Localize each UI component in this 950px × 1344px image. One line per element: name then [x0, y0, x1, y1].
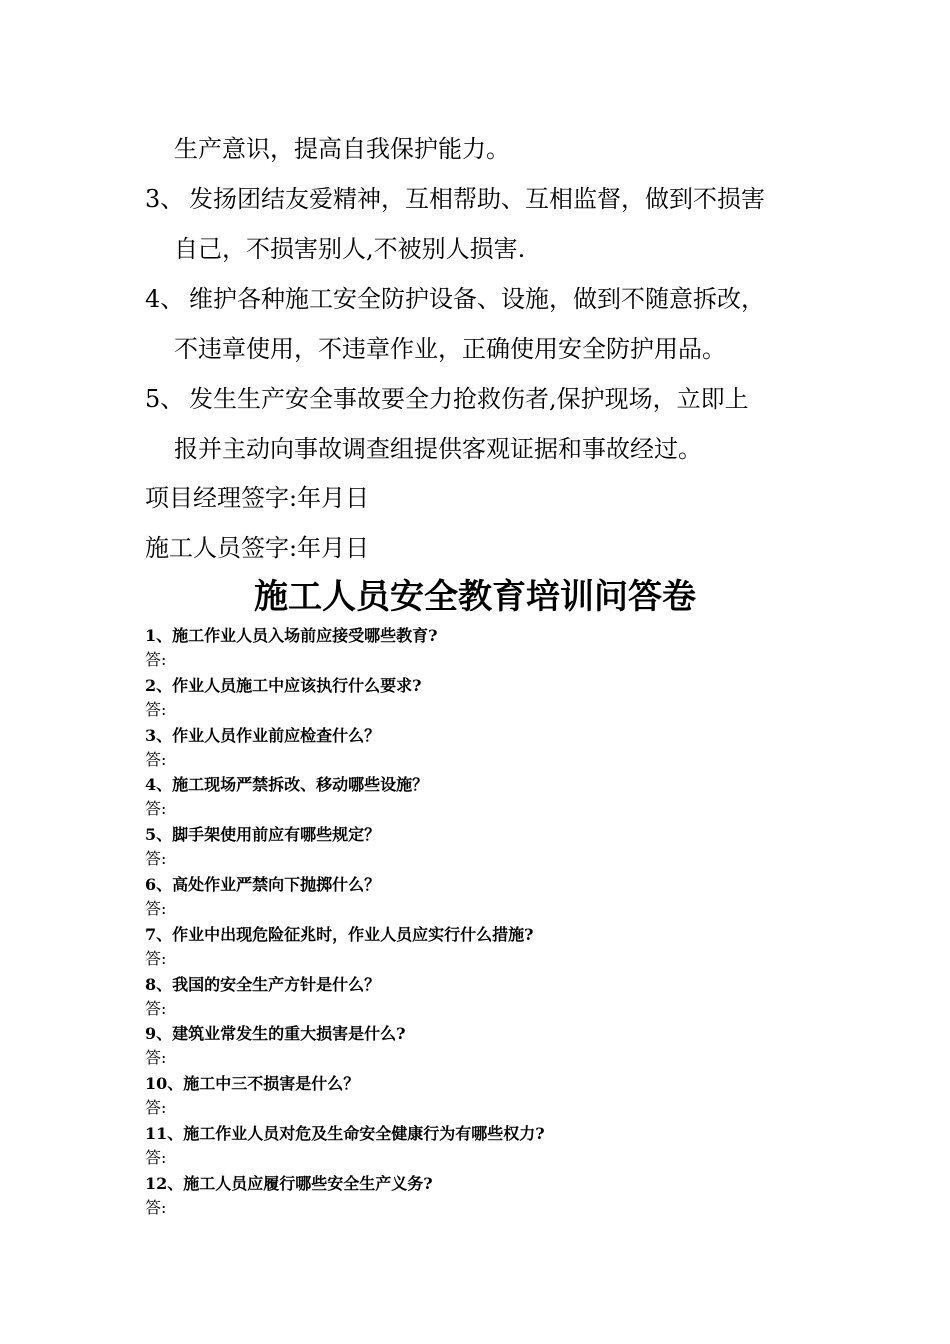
question-item: 5、脚手架使用前应有哪些规定？: [145, 825, 381, 845]
question-item: 10、施工中三不损害是什么？: [145, 1074, 360, 1094]
question-item: 6、高处作业严禁向下抛掷什么？: [145, 874, 381, 894]
signature-worker: 施工人员签字:年月日: [145, 534, 370, 562]
question-item: 8、我国的安全生产方针是什么？: [145, 974, 381, 994]
answer-label: 答:: [145, 849, 167, 869]
list-text: 发扬团结友爱精神，互相帮助、互相监督，做到不损害: [189, 185, 765, 213]
list-item-5: [145, 384, 749, 414]
question-list: [145, 623, 845, 1221]
answer-label: 答:: [145, 948, 167, 968]
question-item: 2、作业人员施工中应该执行什么要求?: [145, 675, 422, 695]
answer-label: 答:: [145, 799, 167, 819]
answer-label: 答:: [145, 1147, 167, 1167]
list-number: 3、: [145, 185, 185, 213]
answer-label: 答:: [145, 650, 167, 669]
answer-label: 答:: [145, 998, 167, 1018]
question-item: 9、建筑业常发生的重大损害是什么?: [145, 1024, 406, 1044]
list-number: 4、: [145, 285, 185, 313]
list-item-4-continuation: 不违章使用，不违章作业，正确使用安全防护用品。: [174, 335, 726, 363]
paragraph-continuation: 生产意识，提高自我保护能力。: [174, 135, 510, 163]
list-item-4: [145, 284, 765, 314]
question-item: 12、施工人员应履行哪些安全生产义务?: [145, 1173, 433, 1193]
questionnaire-title: 施工人员安全教育培训问答卷: [254, 577, 696, 617]
question-item: 1、施工作业人员入场前应接受哪些教育?: [145, 626, 438, 645]
question-item: 7、作业中出现危险征兆时，作业人员应实行什么措施?: [145, 924, 534, 944]
answer-label: 答:: [145, 1197, 167, 1217]
answer-label: 答:: [145, 1048, 167, 1068]
answer-label: 答:: [145, 898, 167, 918]
list-text: 维护各种施工安全防护设备、设施，做到不随意拆改，: [189, 285, 765, 313]
question-item: 3、作业人员作业前应检查什么？: [145, 725, 381, 745]
question-item: 4、施工现场严禁拆改、移动哪些设施？: [145, 775, 429, 795]
list-text: 发生生产安全事故要全力抢救伤者,保护现场，立即上: [189, 385, 749, 413]
list-item-5-continuation: 报并主动向事故调查组提供客观证据和事故经过。: [174, 435, 702, 463]
list-item-3: [145, 184, 765, 214]
answer-label: 答:: [145, 699, 167, 719]
answer-label: 答:: [145, 749, 167, 769]
list-number: 5、: [145, 385, 185, 413]
list-item-3-continuation: 自己，不损害别人,不被别人损害.: [174, 235, 526, 263]
question-item: 11、施工作业人员对危及生命安全健康行为有哪些权力?: [145, 1123, 545, 1143]
answer-label: 答:: [145, 1098, 167, 1118]
signature-manager: 项目经理签字:年月日: [145, 484, 370, 512]
